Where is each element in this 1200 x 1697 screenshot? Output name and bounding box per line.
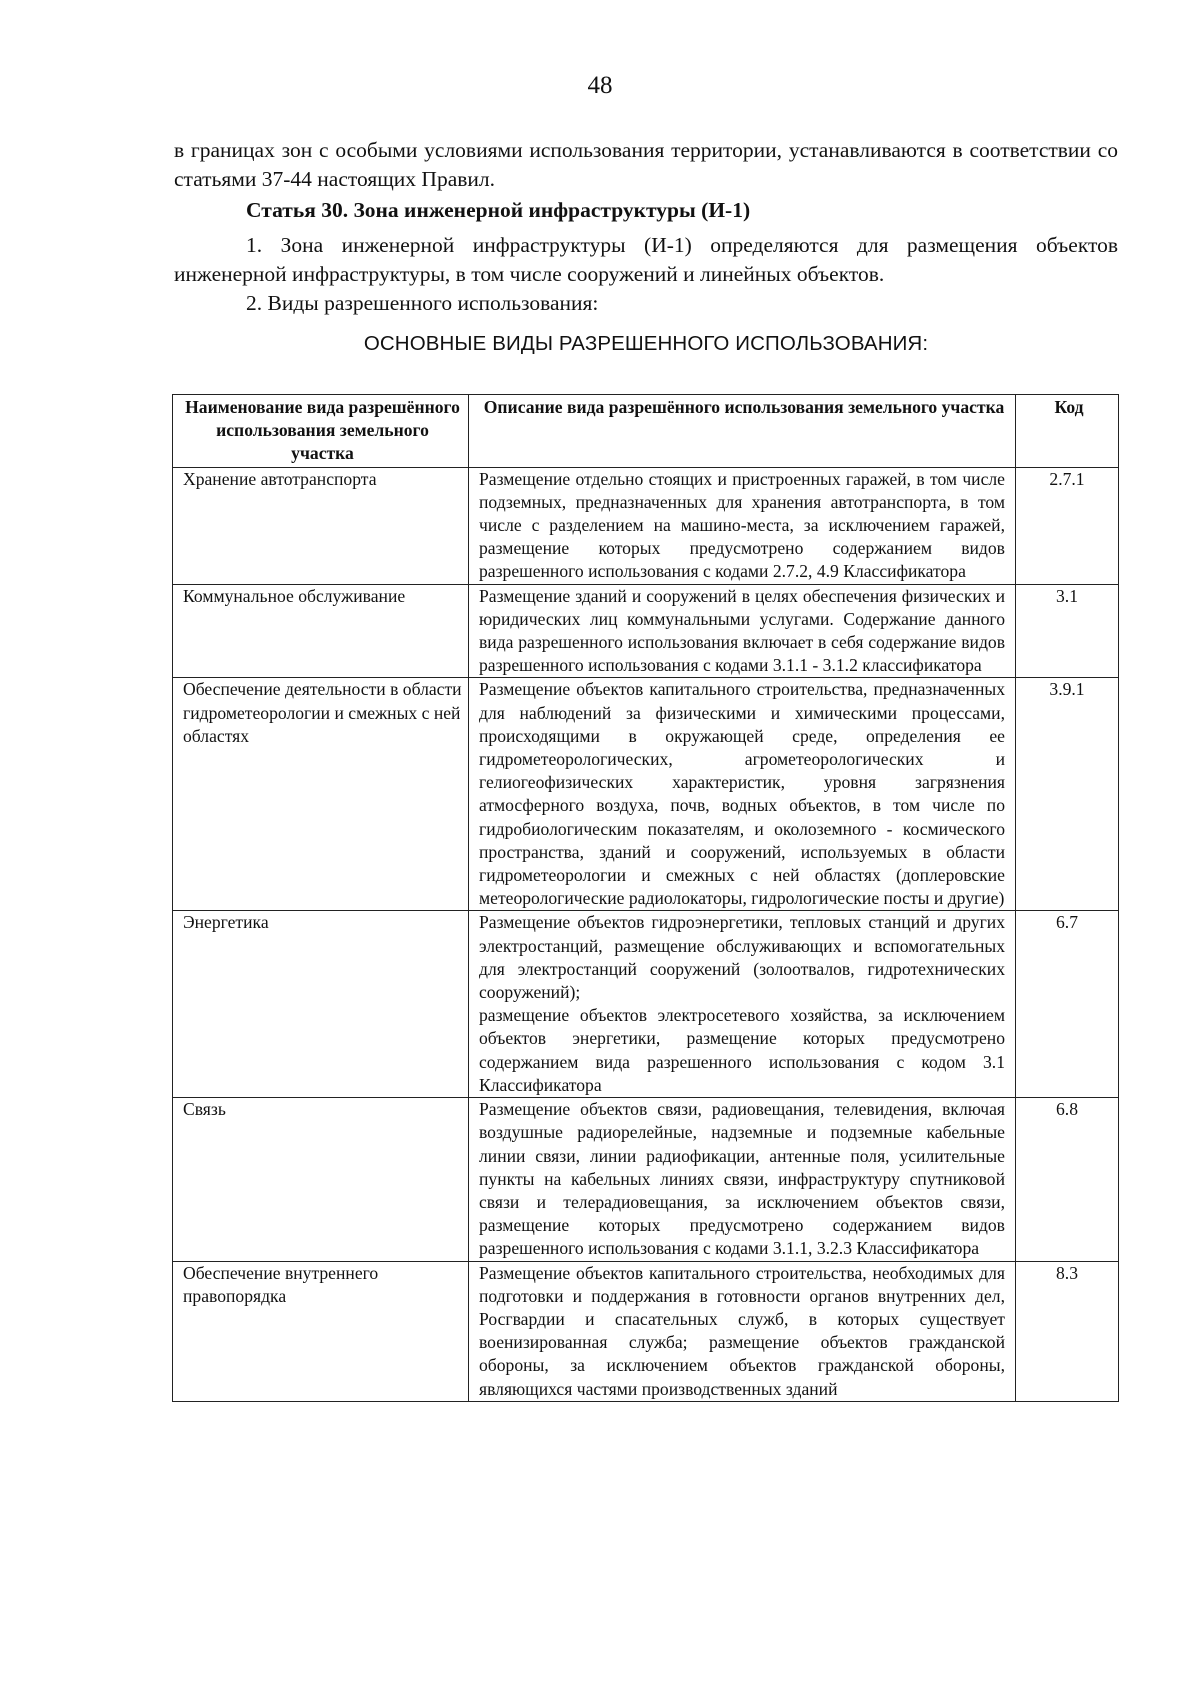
use-description: Размещение объектов связи, радиовещания, телевидения, включая воздушные радиорелейные, надземные и подземные кабельные линии связи, линии радиофикации, антенные поля, усилительные пункты на кабельных линиях связи, инфраструктуру спутниковой связи и телерадиовещания, за исключением объектов связи, размещение которых предусмотрено содержанием видов разрешенного использования с кодами 3.1.1, 3.2.3 Классификатора [469,1098,1016,1261]
use-description [469,911,1016,1098]
section-title: ОСНОВНЫЕ ВИДЫ РАЗРЕШЕННОГО ИСПОЛЬЗОВАНИЯ: [363,332,929,355]
use-description-part-1: Размещение объектов гидроэнергетики, тепловых станций и других электростанций, размещение обслуживающих и вспомогательных для электростанций сооружений (золоотвалов, гидротехнических сооружений); [479,912,1005,1003]
paragraph-2: 2. Виды разрешенного использования: [246,291,599,315]
use-code: 6.7 [1016,911,1119,1098]
use-code: 3.9.1 [1016,678,1119,911]
use-name: Энергетика [173,911,469,1098]
use-code: 8.3 [1016,1261,1119,1401]
table-row [173,1098,1119,1261]
use-name: Обеспечение внутреннего правопорядка [173,1261,469,1401]
use-code: 2.7.1 [1016,467,1119,584]
header-code: Код [1016,395,1119,468]
permitted-uses-table [172,394,1119,1402]
use-description: Размещение отдельно стоящих и пристроенных гаражей, в том числе подземных, предназначенных для хранения автотранспорта, в том числе с разделением на машино-места, за исключением гаражей, размещение которых предусмотрено содержанием видов разрешенного использования с кодами 2.7.2, 4.9 Классификатора [469,467,1016,584]
header-description: Описание вида разрешённого использования земельного участка [469,395,1016,468]
table-row [173,467,1119,584]
use-name: Обеспечение деятельности в области гидрометеорологии и смежных с ней областях [173,678,469,911]
article-title: Статья 30. Зона инженерной инфраструктуры (И-1) [246,198,751,222]
use-description-part-2: размещение объектов электросетевого хозяйства, за исключением объектов энергетики, размещение которых предусмотрено содержанием вида разрешенного использования с кодом 3.1 Классификатора [479,1005,1005,1095]
table-row [173,911,1119,1098]
use-code: 6.8 [1016,1098,1119,1261]
document-body [174,136,1118,358]
use-description: Размещение объектов капитального строительства, необходимых для подготовки и поддержания в готовности органов внутренних дел, Росгвардии и спасательных служб, в которых существует военизированная служба; размещение объектов гражданской обороны, за исключением объектов гражданской обороны, являющихся частями производственных зданий [469,1261,1016,1401]
intro-continuation: в границах зон с особыми условиями использования территории, устанавливаются в соответствии со статьями 37-44 настоящих Правил. [174,138,1118,191]
table-row [173,1261,1119,1401]
use-name: Хранение автотранспорта [173,467,469,584]
use-code: 3.1 [1016,584,1119,678]
page-number: 48 [587,72,613,99]
use-description: Размещение объектов капитального строительства, предназначенных для наблюдений за физическими и химическими процессами, происходящими в окружающей среде, определения ее гидрометеорологических, агрометеорологических и гелиогеофизических характеристик, уровня загрязнения атмосферного воздуха, почв, водных объектов, в том числе по гидробиологическим показателям, и околоземного - космического пространства, зданий и сооружений, используемых в области гидрометеорологии и смежных с ней областях (доплеровские метеорологические радиолокаторы, гидрологические посты и другие) [469,678,1016,911]
use-description: Размещение зданий и сооружений в целях обеспечения физических и юридических лиц коммунальными услугами. Содержание данного вида разрешенного использования включает в себя содержание видов разрешенного использования с кодами 3.1.1 - 3.1.2 классификатора [469,584,1016,678]
table-row [173,678,1119,911]
table-header-row [173,395,1119,468]
use-name: Связь [173,1098,469,1261]
table-row [173,584,1119,678]
header-name: Наименование вида разрешённого использования земельного участка [173,395,469,468]
use-name: Коммунальное обслуживание [173,584,469,678]
paragraph-1: 1. Зона инженерной инфраструктуры (И-1) определяются для размещения объектов инженерной инфраструктуры, в том числе сооружений и линейных объектов. [174,233,1118,286]
